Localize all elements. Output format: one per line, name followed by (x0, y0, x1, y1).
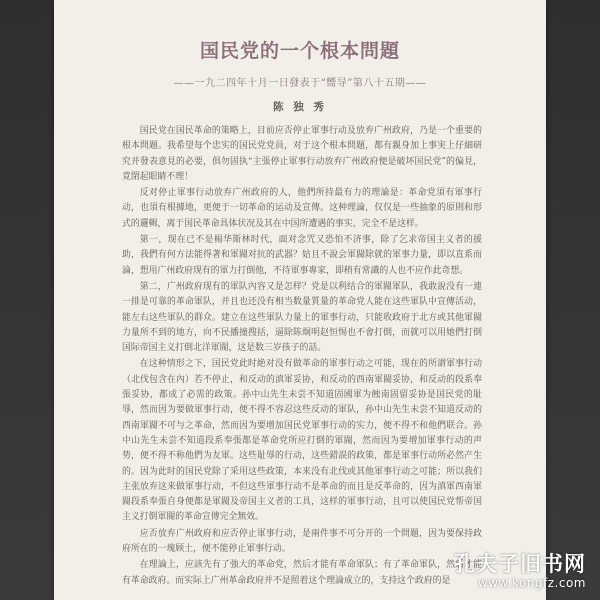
paragraph-6: 应否放弃广州政府和应否停止軍事行动，是兩件事不可分开的一个問題，因为要保持政府所在的一塊顾土，便不能停止軍事行动。 (122, 528, 482, 555)
paragraph-3: 第一，现在已不是楊华斯林时代，面对念咒又恐怕不济事，除了乞求帝国主义者的援助，我們有何方法能得著和軍閥对抗的武器？姑且不說会軍閥除就的軍事力量，即以直系而論，想用广州政府现有的軍力打倒他，不待軍事專家，即稍有常識的人也不应作此奇想。 (122, 235, 482, 276)
document-page (54, 0, 546, 600)
watermark-brand: 孔夫子旧书网 (454, 552, 586, 576)
paragraph-1: 国民党在国民革命的策略上，目前应否停止軍事行动及放弃广州政府，乃是一个重要的根本問題。我希望每个忠实的国民党党員，对于这个根本問題，都有親身加上事実上仔細研究并發表意見的必要，俱勿固执“主張停止軍事行动放弃广州政府便是破坏国民党”的偏見，竟閉起眼睛不理！ (122, 126, 482, 182)
author-name: 陈 独 秀 (273, 101, 327, 113)
paragraph-4: 第二，广州政府现有的軍队內容又是怎样？党是以利结合的軍閥軍队，我敢說没有一連一排是可靠的革命軍队，并且也还没有相当数量質量的革命党人能在这些軍队中宣傳活动，能左右这些軍队的群众。建立在这些軍队力量上的軍事行动，只能收政府于北方或其他軍閥力量所不到的地方，向不民播撞搜括，逼除陈炯明赵恒惕也不會打倒，而就可以用她們打倒国际帝国主义打倒北洋軍閥，这是数三岁孩子的話。 (122, 281, 482, 354)
paragraph-5: 在这种情形之下，国民党此时絶对没有做革命的軍事行动之可能，现在的所謂軍事行动（北伐包含在內）若不停止，和反动的滇軍妥协，和反动的西南軍閥妥协，和反动的段系奉張妥协，都成了必需的政策。孙中山先生未尝不知道固國軍为蝕南固留妥协是国民党的耻辱，然而因为要做軍事行动，便不得不容忍这些反动的軍队，孙中山先生未尝不知道反动的西南軍閥不可与之革命，然而因为要增加国民党軍事行动的实力，便不得不和他們联合。孙中山先生未尝不知道段系奉張都是革命党所应打倒的軍閥，然而因为要增加軍事行动的声势，便不得不称他們为友軍。这些耻辱的行动，这些錯誤的政策，都是軍事行动所必然产生的。因为此时的国民党除了采用这些政策，本来没有北伐或其他軍事行动之可能；所以我们主张放弃这来做軍事行动，不但这些軍事行动不是革命的而且是反革命的，因为滇軍西南軍閥段系奉張自身便都是軍閥及帝国主义者的工具，这样的軍事行动，且可以使国民党帮帝国主义打倒軍閥的革命宣傳完全無效。 (122, 359, 482, 523)
watermark-url: www.kongfz.com (477, 576, 586, 590)
page-subtitle: ——一九二四年十月一日發表于“嚮导”第八十五期—— (173, 78, 427, 89)
paragraph-7: 在理論上，应該先有了強大的革命党，然后才能有革命軍队；有了革命軍队，然后才能有革命政府。而实际上广州革命政府并不是照着这个理論成立的，支持这个政府的是 (122, 560, 482, 586)
paragraph-2: 反对停止軍事行动放弃广州政府的人，他們所持最有力的理論是：革命党須有軍事行动，也須有根據地，更便于一切革命的运动及宣傳。这种理論，仅仅是一些抽象的原則和形式的邏輯，离于国民革命具体状况及其在中国所遭遇的事实，完全不是这样。 (122, 188, 482, 229)
page-title: 国民党的一个根本問題 (199, 40, 400, 62)
article-body (122, 124, 482, 589)
